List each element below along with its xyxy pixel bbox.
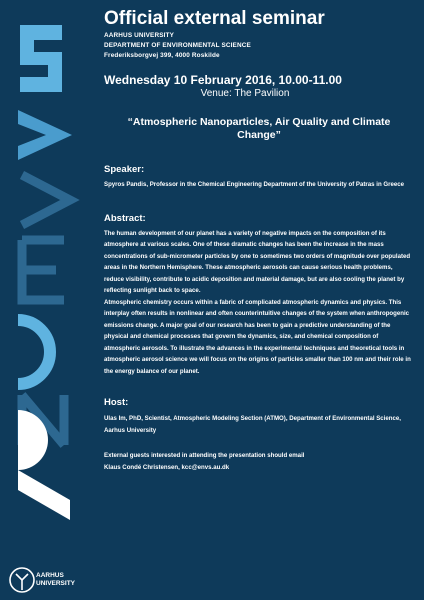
deco-v	[18, 110, 72, 160]
logo-text	[36, 572, 75, 588]
logo-line-university: UNIVERSITY	[36, 580, 76, 587]
deco-v-outline	[22, 175, 70, 225]
event-date: Wednesday 10 February 2016, 10.00-11.00	[104, 73, 342, 87]
logo-line-aarhus: AARHUS	[36, 572, 64, 579]
speaker-text: Spyros Pandis, Professor in the Chemical Engineering Department of the University of Patras in Greece	[104, 181, 405, 188]
host-text: Ulas Im, PhD, Scientist, Atmospheric Modeling Section (ATMO), Department of Environmental Science, Aarhus University	[104, 415, 401, 434]
department-name: DEPARTMENT OF ENVIRONMENTAL SCIENCE	[104, 42, 251, 49]
poster-content	[104, 8, 414, 473]
seminar-title: Official external seminar	[104, 8, 325, 29]
talk-title: “Atmospheric Nanoparticles, Air Quality and Climate Change”	[127, 116, 391, 141]
abstract-paragraph-1: The human development of our planet has a variety of negative impacts on the composition of its atmosphere at various scales. One of these dramatic changes has been the increase in the mass concentrations of sub-micrometer particles by one to sometimes two orders of magnitude over populated areas in the Northern Hemisphere. These atmospheric aerosols can cause serious health problems, reduce visibility, contribute to acidic deposition and material damage, but are also cooling the planet by reflecting sunlight back to space.	[104, 229, 411, 294]
event-venue: Venue: The Pavilion	[200, 88, 290, 99]
host-heading: Host:	[104, 397, 129, 408]
deco-s-top	[20, 25, 62, 92]
envs-decorative-letters	[0, 0, 95, 600]
speaker-heading: Speaker:	[104, 164, 145, 175]
contact-email[interactable]: Klaus Condé Christensen, kcc@envs.au.dk	[104, 463, 230, 471]
contact-text: External guests interested in attending the presentation should email	[104, 452, 305, 459]
abstract-heading: Abstract:	[104, 212, 146, 224]
deco-slash	[18, 470, 70, 520]
deco-e-arc	[18, 320, 50, 384]
address: Frederiksborgvej 399, 4000 Roskilde	[104, 52, 220, 59]
university-name: AARHUS UNIVERSITY	[104, 32, 175, 39]
deco-e-outline	[22, 240, 64, 300]
abstract-paragraph-2: Atmospheric chemistry occurs within a fabric of complicated atmospheric dynamics and physics. This interplay often results in nonlinear and often counterintuitive changes of the system when anthropogenic emissions change. A major goal of our research has been to gain a predictive understanding of the physical and chemical processes that govern the dynamics, size, and chemical composition of atmospheric aerosols. To illustrate the advances in the experimental techniques and theoretical tools in atmospheric aerosol science we will focus on the origins of particles smaller than 100 nm and their role in the energy balance of our planet.	[104, 298, 411, 375]
